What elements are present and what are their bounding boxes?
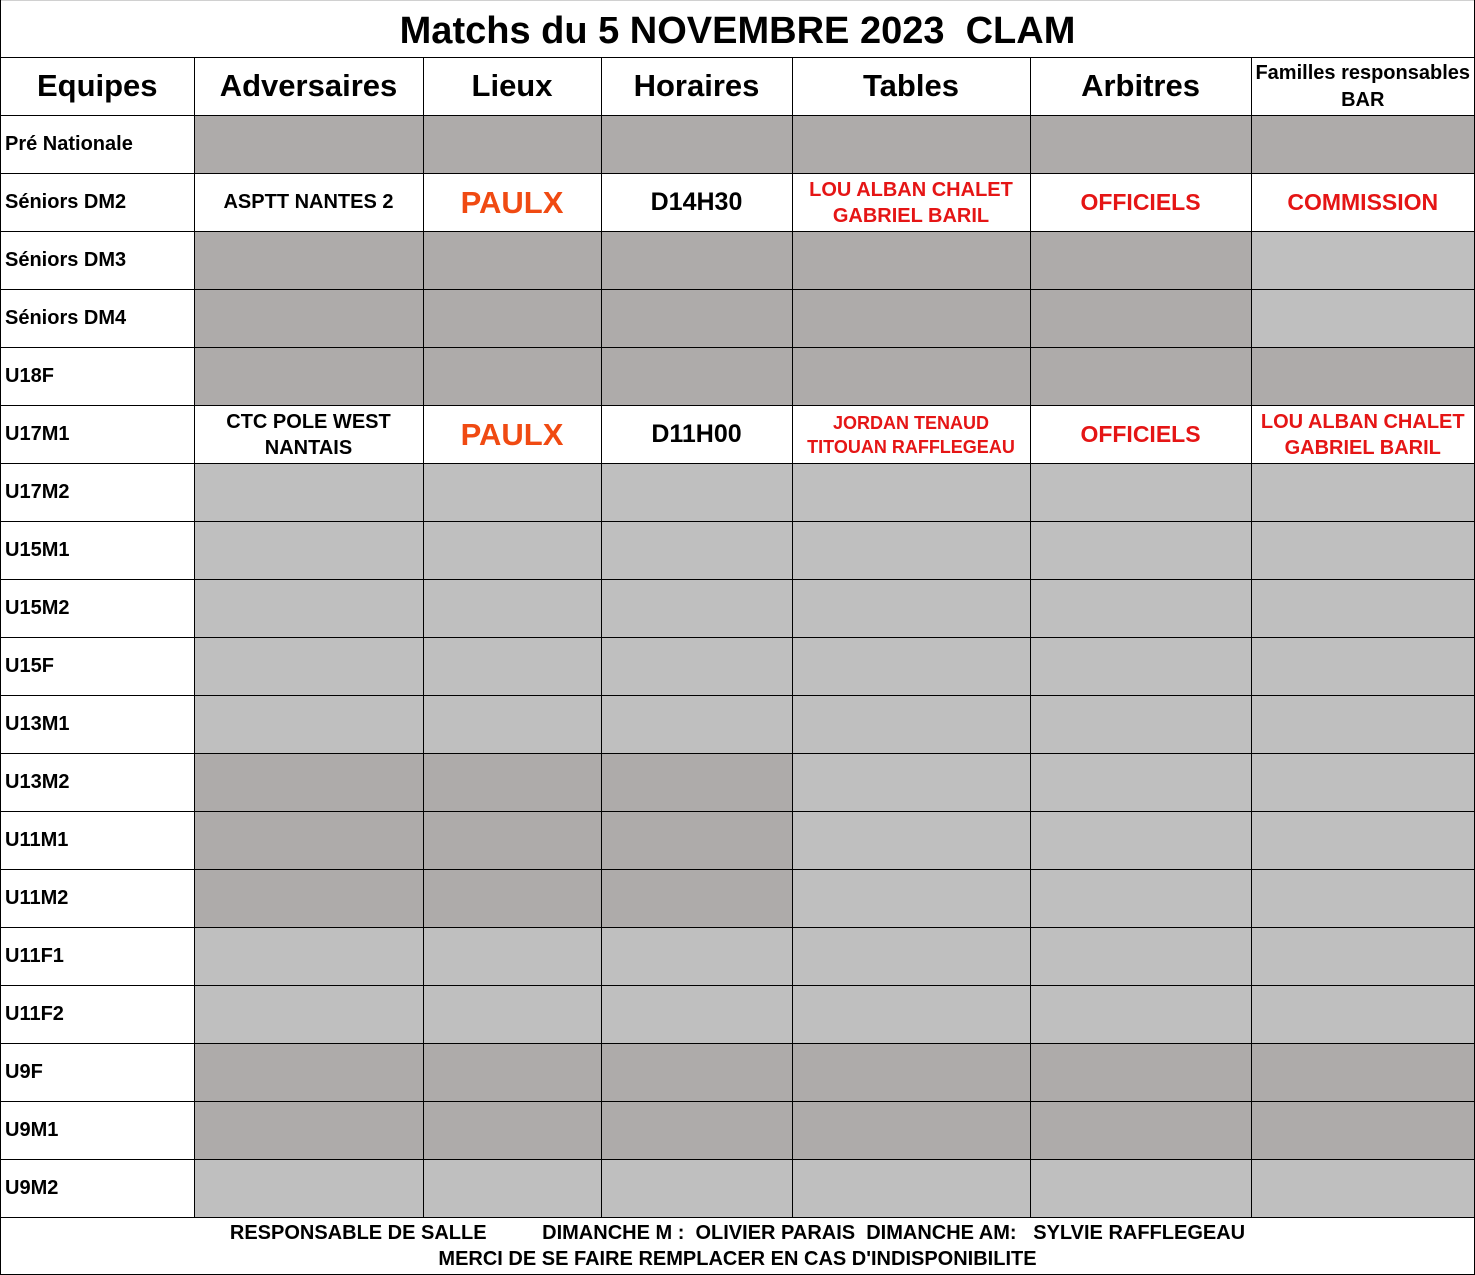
empty-cell [1030,812,1251,870]
empty-cell [1251,348,1474,406]
table-row [1,580,1474,638]
empty-cell [601,870,792,928]
empty-cell [194,928,423,986]
header-tables: Tables [792,58,1030,116]
team-cell: U11M1 [1,812,194,870]
table-row [1,928,1474,986]
empty-cell [1030,348,1251,406]
team-cell: U11F1 [1,928,194,986]
header-horaires: Horaires [601,58,792,116]
team-cell: U9M1 [1,1102,194,1160]
empty-cell [194,812,423,870]
table-row [1,812,1474,870]
table-row [1,986,1474,1044]
empty-cell [792,870,1030,928]
empty-cell [194,522,423,580]
empty-cell [194,1102,423,1160]
table-official-2: TITOUAN RAFFLEGEAU [807,436,1015,457]
empty-cell [792,522,1030,580]
empty-cell [194,116,423,174]
table-row [1,174,1474,232]
adversaire-line-1: CTC POLE WEST [226,410,391,433]
empty-cell [194,348,423,406]
empty-cell [1030,464,1251,522]
empty-cell [423,1044,601,1102]
empty-cell [1251,464,1474,522]
empty-cell [601,754,792,812]
empty-cell [792,464,1030,522]
footer-note [1,1219,1474,1274]
empty-cell [1251,232,1474,290]
empty-cell [1030,232,1251,290]
empty-cell [423,580,601,638]
empty-cell [601,812,792,870]
empty-cell [1030,522,1251,580]
empty-cell [601,290,792,348]
empty-cell [1251,928,1474,986]
empty-cell [1030,986,1251,1044]
empty-cell [1030,696,1251,754]
empty-cell [792,290,1030,348]
horaire-cell: D14H30 [601,174,792,232]
empty-cell [601,928,792,986]
table-row [1,696,1474,754]
empty-cell [423,116,601,174]
bar-family-2: GABRIEL BARIL [1284,436,1441,459]
header-adversaires: Adversaires [194,58,423,116]
table-row [1,464,1474,522]
empty-cell [1251,696,1474,754]
empty-cell [1030,928,1251,986]
header-equipes: Equipes [1,58,194,116]
empty-cell [1030,290,1251,348]
empty-cell [1030,870,1251,928]
empty-cell [1030,1160,1251,1218]
empty-cell [1251,580,1474,638]
empty-cell [1030,116,1251,174]
empty-cell [423,812,601,870]
empty-cell [792,1160,1030,1218]
footer-notice: MERCI DE SE FAIRE REMPLACER EN CAS D'INDISPONIBILITE [438,1248,1037,1270]
empty-cell [792,812,1030,870]
team-cell: U11F2 [1,986,194,1044]
bar-cell [1251,406,1474,464]
empty-cell [1030,754,1251,812]
empty-cell [601,348,792,406]
empty-cell [792,348,1030,406]
empty-cell [194,986,423,1044]
empty-cell [601,580,792,638]
team-cell: U9F [1,1044,194,1102]
team-cell: U9M2 [1,1160,194,1218]
horaire-cell: D11H00 [601,406,792,464]
empty-cell [1251,1044,1474,1102]
empty-cell [194,464,423,522]
table-row [1,522,1474,580]
table-official-1: LOU ALBAN CHALET [809,178,1013,201]
empty-cell [1030,1102,1251,1160]
empty-cell [792,638,1030,696]
team-cell: U15F [1,638,194,696]
empty-cell [601,986,792,1044]
table-row [1,638,1474,696]
empty-cell [1251,116,1474,174]
empty-cell [194,290,423,348]
table-row [1,232,1474,290]
empty-cell [792,232,1030,290]
table-official-1: JORDAN TENAUD [832,412,989,433]
empty-cell [194,754,423,812]
empty-cell [792,696,1030,754]
empty-cell [601,1102,792,1160]
empty-cell [423,1102,601,1160]
empty-cell [601,522,792,580]
team-cell: U17M1 [1,406,194,464]
empty-cell [601,464,792,522]
table-row [1,1102,1474,1160]
empty-cell [194,1044,423,1102]
team-cell: U15M1 [1,522,194,580]
tables-cell [792,174,1030,232]
header-row [1,58,1474,116]
empty-cell [423,1160,601,1218]
adversaire-cell [194,406,423,464]
arbitres-cell: OFFICIELS [1030,406,1251,464]
table-row [1,116,1474,174]
empty-cell [792,1102,1030,1160]
table-row [1,348,1474,406]
table-row [1,1044,1474,1102]
empty-cell [423,522,601,580]
empty-cell [423,464,601,522]
team-cell: U13M2 [1,754,194,812]
empty-cell [792,580,1030,638]
table-row [1,870,1474,928]
lieu-cell: PAULX [423,406,601,464]
empty-cell [1251,1160,1474,1218]
header-arbitres: Arbitres [1030,58,1251,116]
empty-cell [194,1160,423,1218]
table-row [1,1160,1474,1218]
empty-cell [423,348,601,406]
empty-cell [1251,812,1474,870]
empty-cell [601,696,792,754]
empty-cell [194,232,423,290]
empty-cell [601,1160,792,1218]
empty-cell [1251,754,1474,812]
empty-cell [423,290,601,348]
team-cell: U17M2 [1,464,194,522]
team-cell: Séniors DM4 [1,290,194,348]
team-cell: Séniors DM3 [1,232,194,290]
table-row [1,290,1474,348]
empty-cell [792,1044,1030,1102]
empty-cell [1251,986,1474,1044]
empty-cell [601,232,792,290]
empty-cell [601,116,792,174]
empty-cell [423,870,601,928]
empty-cell [423,232,601,290]
team-cell: U13M1 [1,696,194,754]
empty-cell [423,986,601,1044]
empty-cell [1251,522,1474,580]
empty-cell [601,1044,792,1102]
empty-cell [1030,638,1251,696]
empty-cell [792,116,1030,174]
bar-family-1: LOU ALBAN CHALET [1260,410,1465,433]
empty-cell [423,638,601,696]
team-cell: Pré Nationale [1,116,194,174]
empty-cell [1030,580,1251,638]
header-lieux: Lieux [423,58,601,116]
arbitres-cell: OFFICIELS [1030,174,1251,232]
adversaire-line-2: NANTAIS [264,436,353,459]
table-official-2: GABRIEL BARIL [832,204,990,227]
table-row [1,754,1474,812]
lieu-cell: PAULX [423,174,601,232]
empty-cell [1251,290,1474,348]
adversaire-cell: ASPTT NANTES 2 [194,174,423,232]
empty-cell [1251,638,1474,696]
empty-cell [423,754,601,812]
empty-cell [792,928,1030,986]
bar-cell: COMMISSION [1251,174,1474,232]
empty-cell [601,638,792,696]
tables-cell [792,406,1030,464]
team-cell: Séniors DM2 [1,174,194,232]
empty-cell [423,928,601,986]
empty-cell [423,696,601,754]
team-cell: U18F [1,348,194,406]
empty-cell [194,580,423,638]
empty-cell [194,696,423,754]
team-cell: U11M2 [1,870,194,928]
header-familles-bar: Familles responsables BAR [1251,58,1474,116]
footer-responsables: RESPONSABLE DE SALLE DIMANCHE M : OLIVIER PARAIS DIMANCHE AM: SYLVIE RAFFLEGEAU [229,1222,1246,1244]
empty-cell [1251,1102,1474,1160]
table-row [1,406,1474,464]
match-table [1,58,1474,1218]
page-title: Matchs du 5 NOVEMBRE 2023 CLAM [1,0,1474,58]
team-cell: U15M2 [1,580,194,638]
empty-cell [792,754,1030,812]
empty-cell [792,986,1030,1044]
empty-cell [194,870,423,928]
empty-cell [194,638,423,696]
empty-cell [1251,870,1474,928]
empty-cell [1030,1044,1251,1102]
